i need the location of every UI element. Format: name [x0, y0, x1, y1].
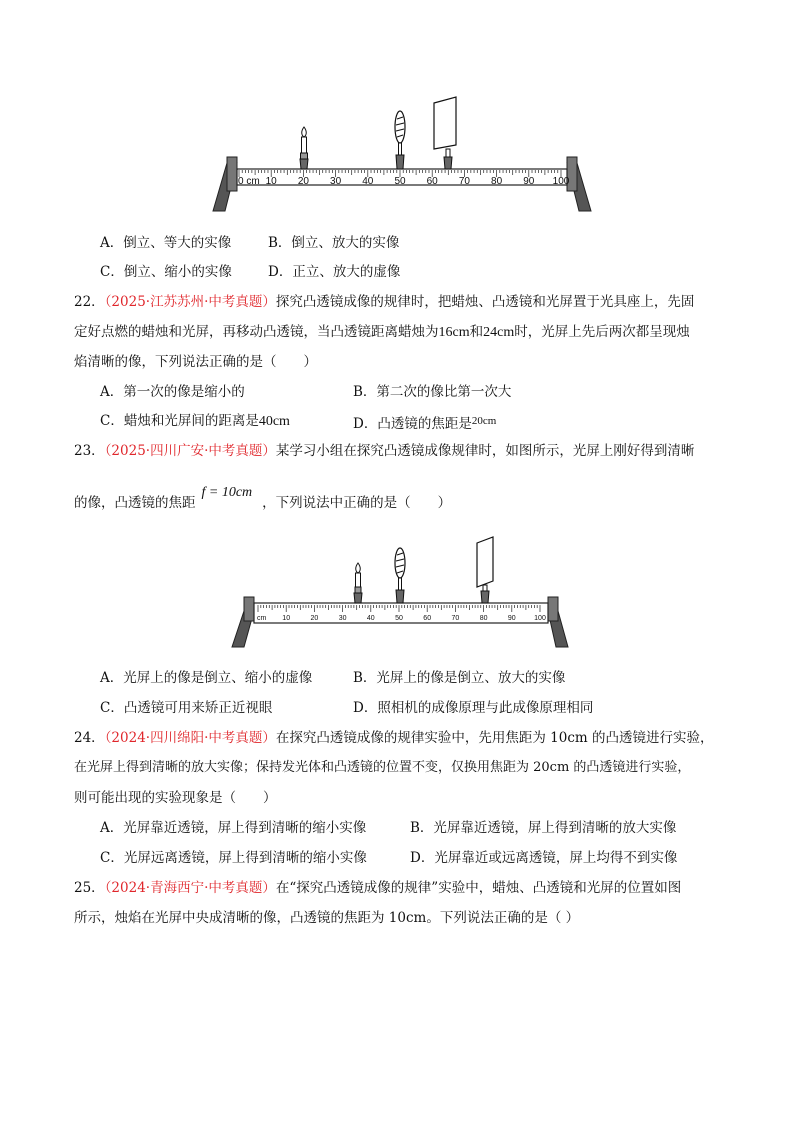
ruler-label: cm [257, 615, 267, 622]
q25-line-2: 所示，烛焰在光屏中央成清晰的像，凸透镜的焦距为 10cm。下列说法正确的是（ ） [74, 910, 580, 926]
q23-option-b[interactable]: B．光屏上的像是倒立、放大的实像 [353, 670, 566, 686]
ruler-label: 30 [330, 176, 342, 187]
q24-line-1 [74, 728, 714, 748]
ruler-label: 50 [395, 615, 403, 622]
q21-optical-bench-svg [205, 93, 600, 215]
candle [354, 563, 362, 603]
q24-number: 24． [74, 730, 105, 746]
q21-option-d[interactable]: D．正立、放大的虚像 [268, 264, 401, 280]
q22-option-c-value: 40cm [258, 414, 290, 429]
ruler-label: 60 [426, 176, 438, 187]
convex-lens [395, 548, 405, 603]
q23-source: （2025·四川广安·中考真题） [104, 443, 276, 459]
q23-number: 23． [74, 443, 105, 459]
q23-optical-bench-figure [228, 535, 573, 655]
ruler-label: 90 [507, 615, 516, 622]
q22-option-d-text: D．凸透镜的焦距是 [353, 416, 472, 432]
q24-option-a[interactable]: A．光屏靠近透镜，屏上得到清晰的缩小实像 [100, 820, 367, 836]
q23-stem-1: 某学习小组在探究凸透镜成像规律时，如图所示，光屏上刚好得到清晰 [275, 443, 695, 459]
q23-option-d[interactable]: D．照相机的成像原理与此成像原理相同 [353, 700, 594, 716]
q22-source: （2025·江苏苏州·中考真题） [104, 294, 276, 310]
candle [300, 127, 308, 169]
ruler-label: 0 cm [238, 176, 260, 187]
q23-focal-length-formula: f = 10cm [201, 485, 253, 500]
q25-stem-1: 在“探究凸透镜成像的规律”实验中，蜡烛、凸透镜和光屏的位置如图 [275, 880, 682, 896]
q25-source: （2024·青海西宁·中考真题） [104, 880, 276, 896]
ruler-label: 20 [310, 615, 319, 622]
q21-option-c[interactable]: C．倒立、缩小的实像 [100, 264, 232, 280]
ruler-label: 100 [534, 615, 546, 622]
ruler-label: 70 [458, 176, 470, 187]
q22-option-a[interactable]: A．第一次的像是缩小的 [100, 384, 245, 400]
left-end-post [227, 157, 237, 191]
ruler-label: 100 [552, 176, 570, 187]
ruler-label: 20 [297, 176, 309, 187]
q24-option-c[interactable]: C．光屏远离透镜，屏上得到清晰的缩小实像 [100, 850, 367, 866]
q21-optical-bench-figure [205, 93, 600, 215]
ruler-label: 80 [479, 615, 488, 622]
ruler-label: 30 [338, 615, 347, 622]
q22-line-2 [74, 322, 690, 343]
q22-line-1 [74, 292, 694, 312]
right-end-post [548, 597, 558, 621]
q22-option-d[interactable] [353, 411, 496, 434]
q22-value-24cm: 24cm [483, 325, 515, 340]
q23-option-a[interactable]: A．光屏上的像是倒立、缩小的虚像 [100, 670, 313, 686]
q22-option-b[interactable]: B．第二次的像比第一次大 [353, 384, 512, 400]
q23-option-c[interactable]: C．凸透镜可用来矫正近视眼 [100, 700, 273, 716]
q23-stem-2b: ，下列说法中正确的是（ ） [262, 495, 452, 511]
left-end-post [244, 597, 254, 621]
ruler-label: 10 [282, 615, 291, 622]
q24-option-b[interactable]: B．光屏靠近透镜，屏上得到清晰的放大实像 [410, 820, 677, 836]
q22-and: 和 [469, 324, 484, 340]
q24-source: （2024·四川绵阳·中考真题） [104, 730, 276, 746]
q23-optical-bench-svg [228, 535, 573, 655]
q22-value-16cm: 16cm [438, 325, 470, 340]
q21-option-a[interactable]: A．倒立、等大的实像 [100, 235, 232, 251]
q21-option-b[interactable]: B．倒立、放大的实像 [268, 235, 400, 251]
ruler-label: 60 [423, 615, 432, 622]
q22-number: 22． [74, 294, 105, 310]
q22-stem-1: 探究凸透镜成像的规律时，把蜡烛、凸透镜和光屏置于光具座上，先固 [275, 294, 695, 310]
q24-line-3: 则可能出现的实验现象是（ ） [74, 790, 277, 806]
q24-line-2: 在光屏上得到清晰的放大实像；保持发光体和凸透镜的位置不变，仅换用焦距为 20cm 的凸透镜进行实验， [74, 760, 691, 775]
convex-lens [395, 111, 405, 169]
light-screen [477, 537, 493, 603]
q22-line-3: 焰清晰的像，下列说法正确的是（ ） [74, 354, 317, 370]
q22-option-c-text: C．蜡烛和光屏间的距离是 [100, 413, 259, 429]
ruler-label: 40 [366, 615, 375, 622]
q22-stem-2a: 定好点燃的蜡烛和光屏，再移动凸透镜，当凸透镜距离蜡烛为 [74, 324, 439, 340]
ruler-label: 10 [265, 176, 277, 187]
q23-stem-2a: 的像，凸透镜的焦距 [74, 495, 196, 511]
q22-option-d-value: 20cm [471, 415, 497, 427]
ruler-label: 90 [523, 176, 535, 187]
q24-option-d[interactable]: D．光屏靠近或远离透镜，屏上均得不到实像 [410, 850, 678, 866]
light-screen [434, 97, 456, 169]
q24-stem-1: 在探究凸透镜成像的规律实验中，先用焦距为 10cm 的凸透镜进行实验， [275, 730, 714, 746]
q22-stem-2b: 时，光屏上先后两次都呈现烛 [514, 324, 690, 340]
q23-line-2 [74, 485, 452, 514]
ruler-label: 40 [362, 176, 374, 187]
q22-option-c[interactable] [100, 411, 290, 432]
ruler-label: 50 [394, 176, 406, 187]
q25-number: 25． [74, 880, 105, 896]
ruler-label: 80 [491, 176, 503, 187]
q25-line-1 [74, 878, 681, 898]
q23-line-1 [74, 441, 694, 461]
ruler-label: 70 [451, 615, 460, 622]
